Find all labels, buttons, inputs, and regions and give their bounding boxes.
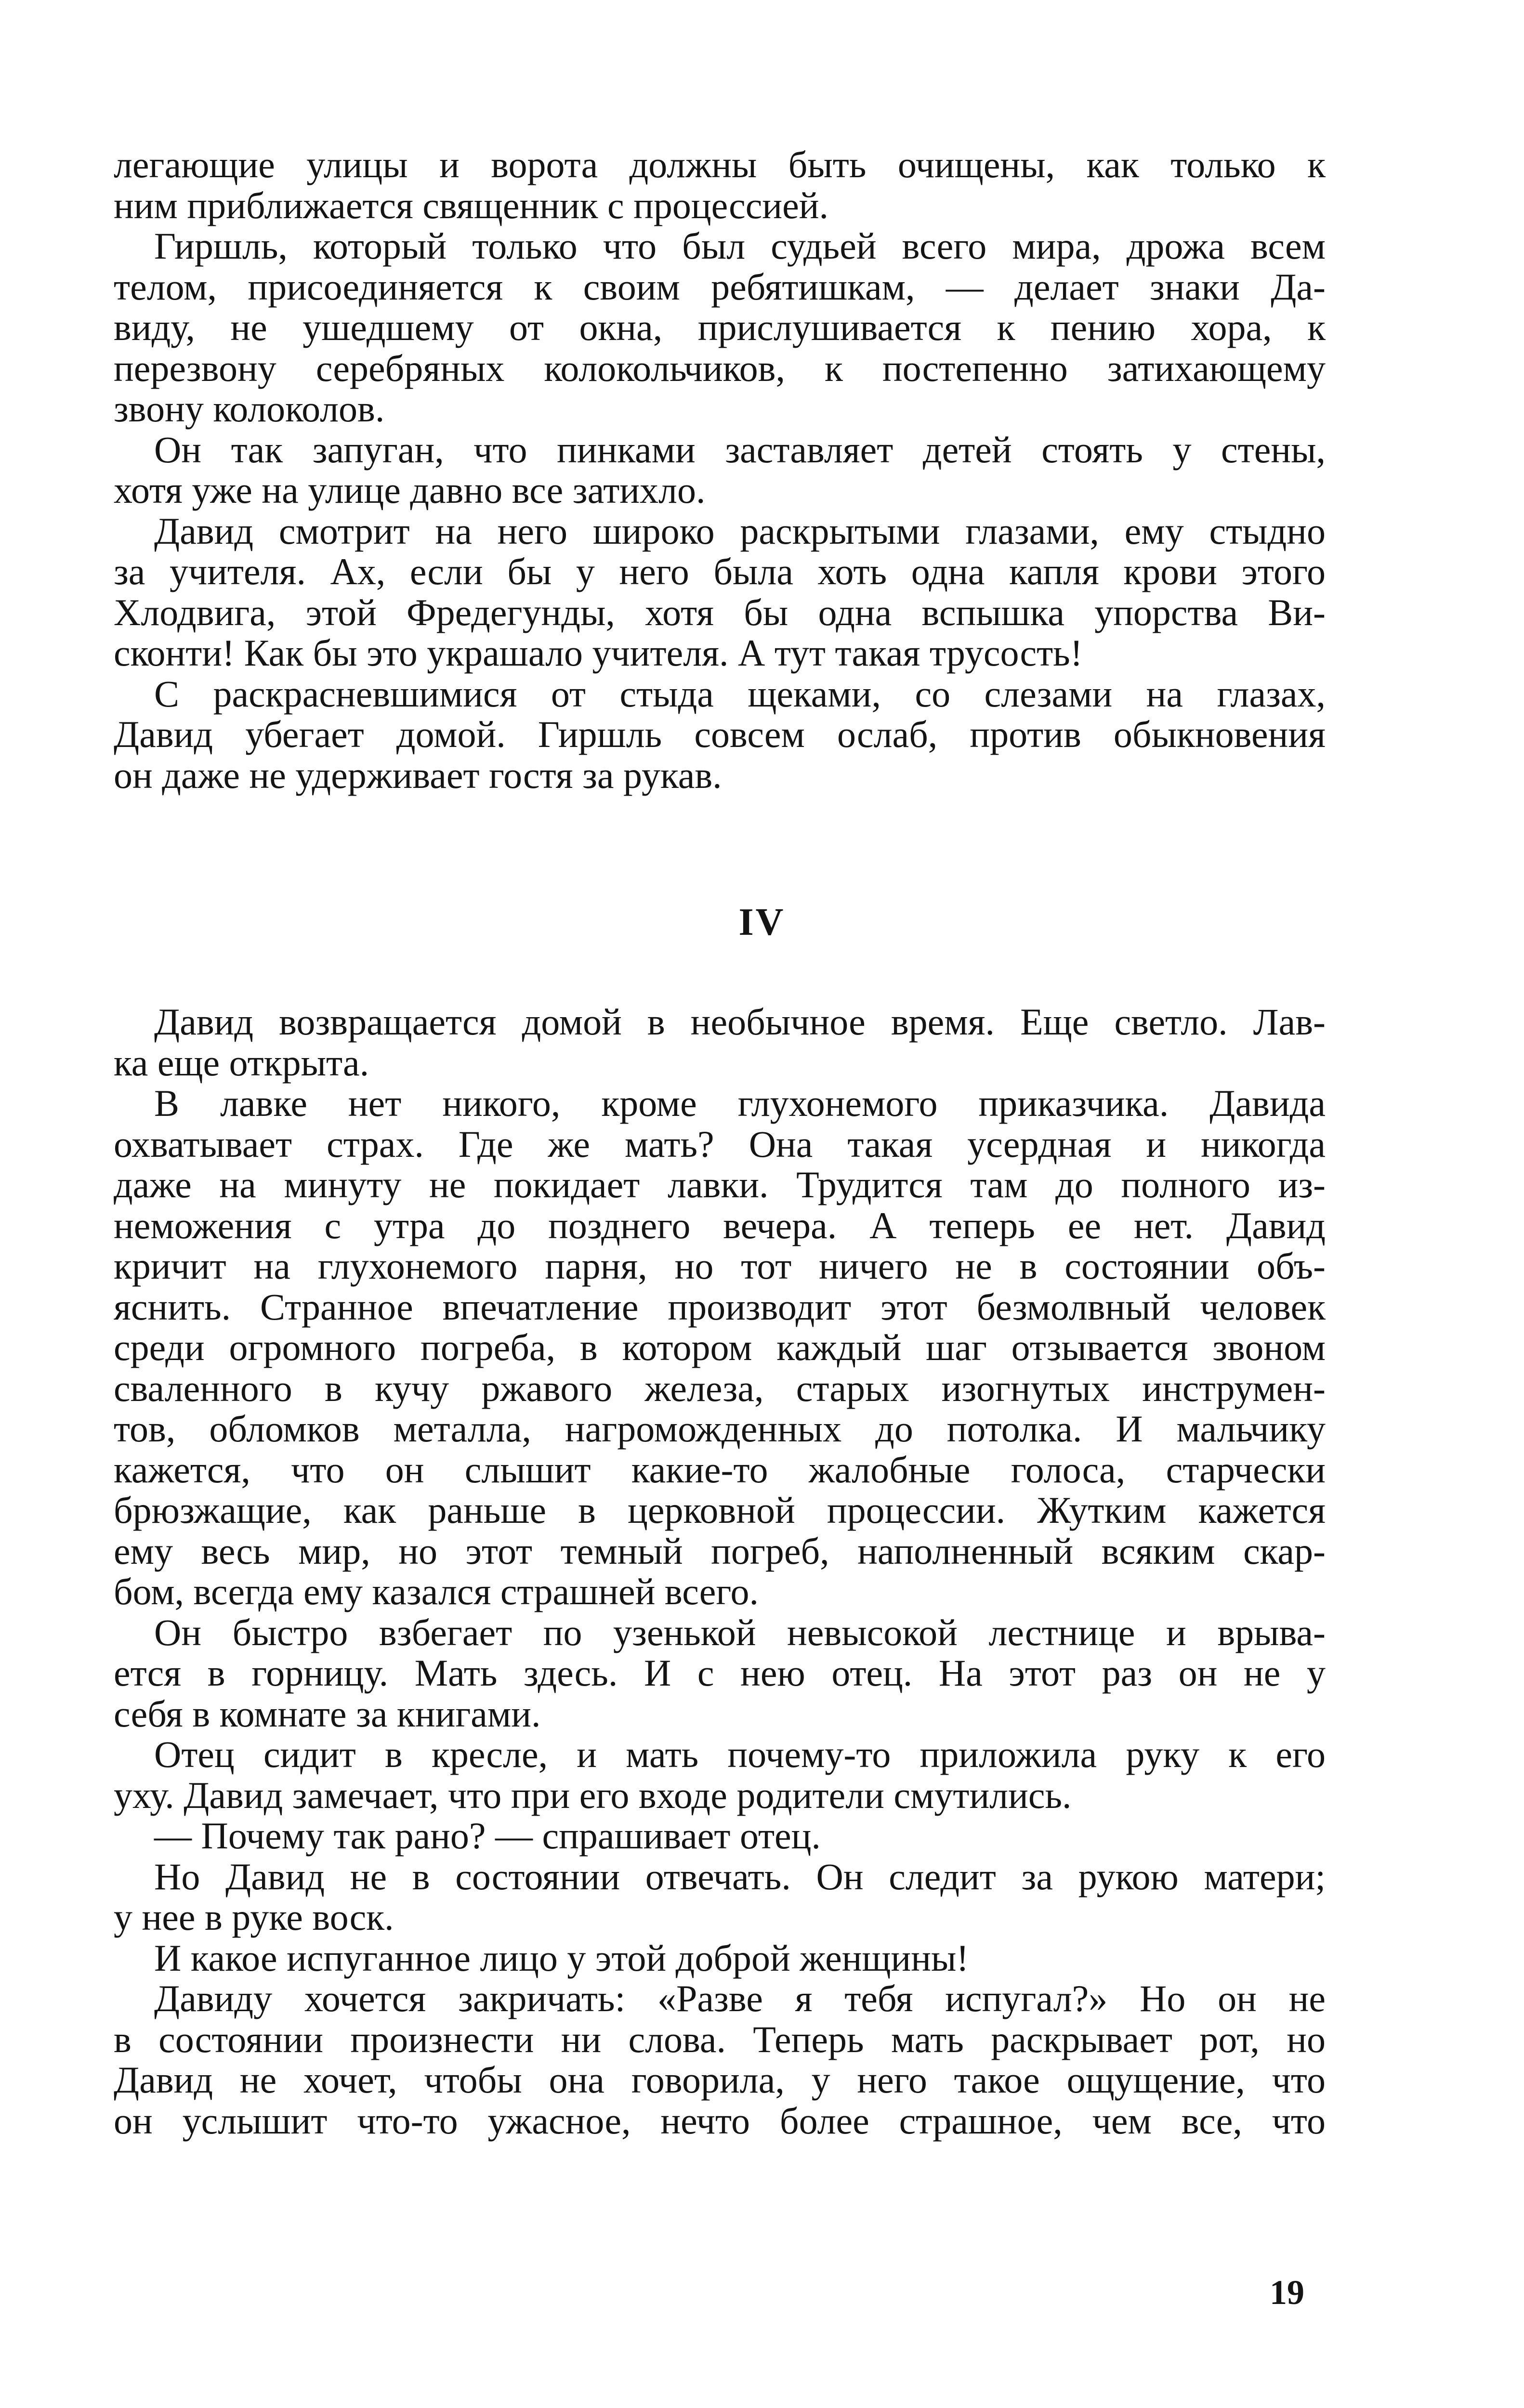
text-line: звону колоколов.: [114, 388, 385, 430]
text-line: ется в горницу. Мать здесь. И с нею отец. На этот раз он не у: [114, 1652, 1326, 1694]
text-line: кажется, что он слышит какие-то жалобные голоса, старчески: [114, 1448, 1326, 1491]
text-line: бом, всегда ему казался страшней всего.: [114, 1570, 759, 1612]
text-line: у нее в руке воск.: [114, 1896, 394, 1938]
text-line: в состоянии произнести ни слова. Теперь мать раскрывает рот, но: [114, 2018, 1326, 2060]
text-line: В лавке нет никого, кроме глухонемого приказчика. Давида: [154, 1082, 1326, 1124]
text-line: охватывает страх. Где же мать? Она такая усердная и никогда: [114, 1123, 1326, 1165]
text-line: неможения с утра до позднего вечера. А теперь ее нет. Давид: [114, 1204, 1326, 1246]
text-line: телом, присоединяется к своим ребятишкам, — делает знаки Да-: [114, 265, 1326, 308]
text-line: себя в комнате за книгами.: [114, 1692, 541, 1735]
text-line: Но Давид не в состоянии отвечать. Он следит за рукою матери;: [154, 1855, 1326, 1898]
text-line: Он быстро взбегает по узенькой невысокой лестнице и врыва-: [154, 1611, 1326, 1653]
text-line: легающие улицы и ворота должны быть очищены, как только к: [114, 144, 1326, 185]
text-line: — Почему так рано? — спрашивает отец.: [154, 1815, 821, 1857]
text-line: Хлодвига, этой Фредегунды, хотя бы одна вспышка упорства Ви-: [114, 591, 1326, 633]
text-line: за учителя. Ах, если бы у него была хоть одна капля крови этого: [114, 550, 1326, 592]
text-line: Давиду хочется закричать: «Разве я тебя испугал?» Но он не: [154, 1977, 1326, 2019]
text-line: брюзжащие, как раньше в церковной процессии. Жутким кажется: [114, 1489, 1326, 1531]
text-line: хотя уже на улице давно все затихло.: [114, 469, 706, 511]
text-line: Давид смотрит на него широко раскрытыми глазами, ему стыдно: [154, 510, 1326, 552]
text-block-before-heading: [114, 144, 1326, 796]
text-line: кричит на глухонемого парня, но тот ничего не в состоянии объ-: [114, 1245, 1326, 1287]
text-line: среди огромного погреба, в котором каждый шаг отзывается звоном: [114, 1326, 1326, 1368]
text-line: Давид возвращается домой в необычное время. Еще светло. Лав-: [154, 1001, 1326, 1043]
text-line: виду, не ушедшему от окна, прислушивается к пению хора, к: [114, 306, 1326, 348]
text-line: яснить. Странное впечатление производит этот безмолвный человек: [114, 1285, 1326, 1328]
text-line: сваленного в кучу ржавого железа, старых изогнутых инструмен-: [114, 1367, 1326, 1409]
text-line: Он так запуган, что пинками заставляет детей стоять у стены,: [154, 428, 1326, 471]
text-line: И какое испуганное лицо у этой доброй женщины!: [154, 1937, 969, 1979]
text-line: ка еще открыта.: [114, 1041, 369, 1084]
text-line: ним приближается священник с процессией.: [114, 184, 829, 226]
text-line: С раскрасневшимися от стыда щеками, со слезами на глазах,: [154, 672, 1326, 715]
text-line: даже на минуту не покидает лавки. Трудится там до полного из-: [114, 1164, 1326, 1205]
page-number: 19: [1270, 2273, 1304, 2312]
text-line: Давид убегает домой. Гиршль совсем ослаб, против обыкновения: [114, 713, 1326, 755]
text-block-after-heading: [114, 1002, 1326, 2141]
text-line: Давид не хочет, чтобы она говорила, у него такое ощущение, что: [114, 2059, 1326, 2101]
section-heading: IV: [738, 901, 786, 943]
text-line: уху. Давид замечает, что при его входе родители смутились.: [114, 1774, 1072, 1816]
text-line: ему весь мир, но этот темный погреб, наполненный всяким скар-: [114, 1530, 1326, 1572]
text-line: Отец сидит в кресле, и мать почему-то приложила руку к его: [154, 1733, 1326, 1775]
text-line: тов, обломков металла, нагроможденных до потолка. И мальчику: [114, 1408, 1326, 1450]
text-line: Гиршль, который только что был судьей всего мира, дрожа всем: [154, 225, 1326, 267]
text-line: он услышит что-то ужасное, нечто более страшное, чем все, что: [114, 2099, 1326, 2142]
text-line: сконти! Как бы это украшало учителя. А тут такая трусость!: [114, 632, 1083, 674]
text-line: он даже не удерживает гостя за рукав.: [114, 754, 722, 796]
text-line: перезвону серебряных колокольчиков, к постепенно затихающему: [114, 347, 1326, 389]
